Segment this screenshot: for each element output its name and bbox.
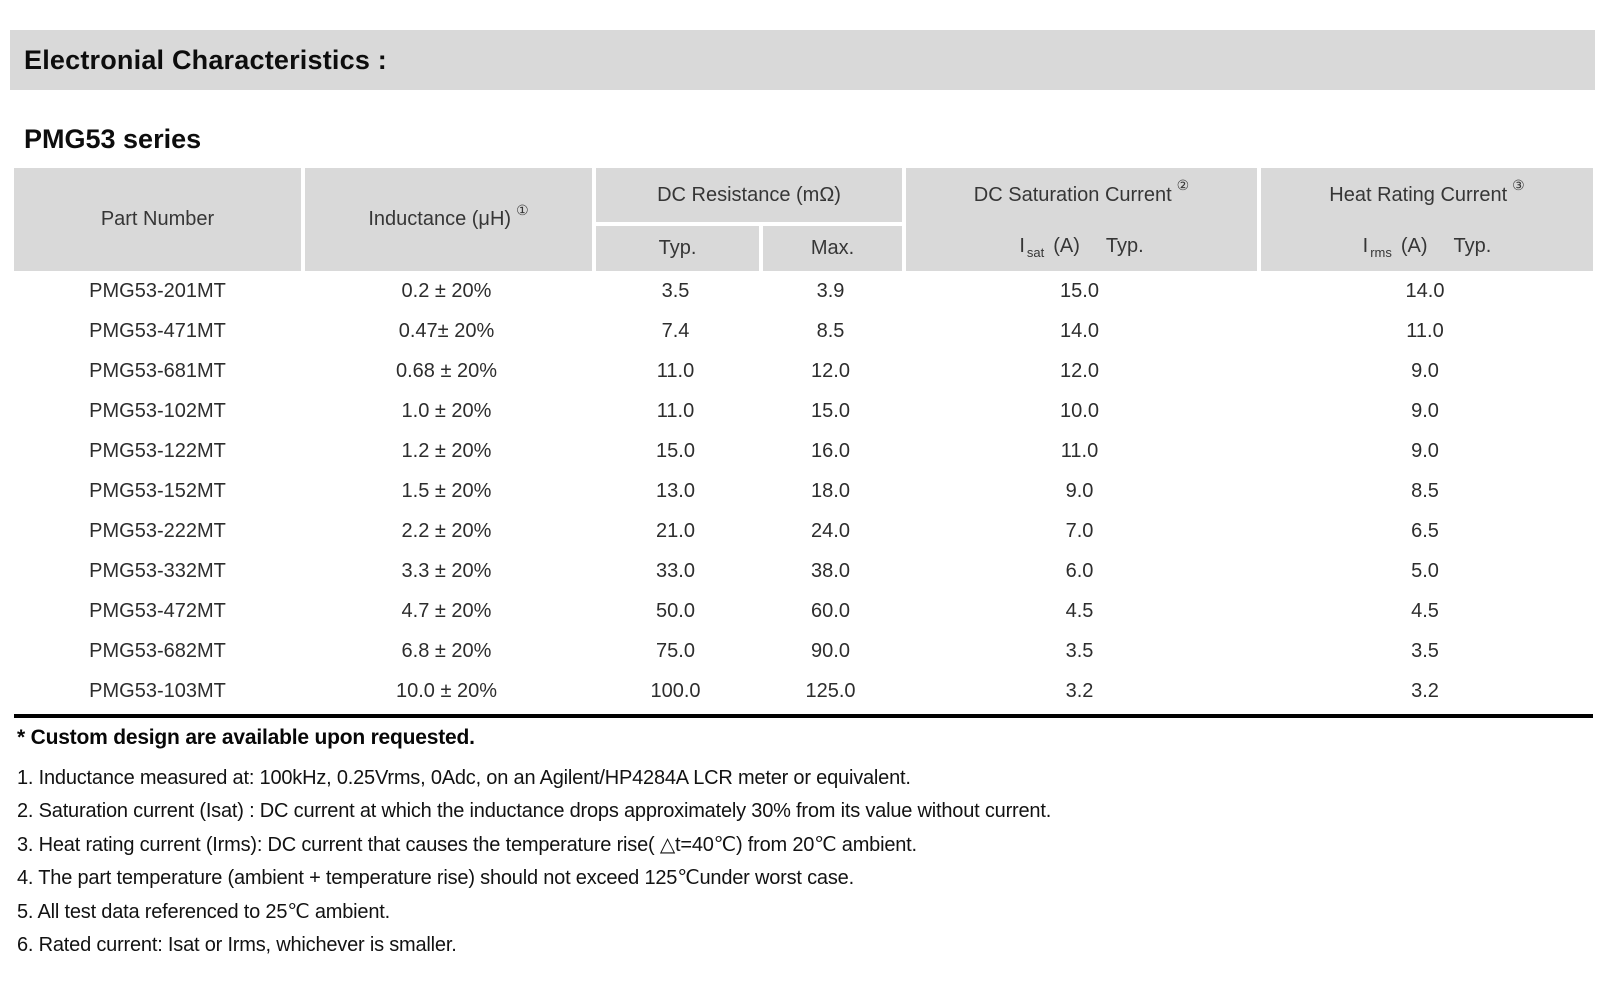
cell-dcr-max: 90.0	[759, 631, 902, 671]
cell-part: PMG53-681MT	[14, 351, 301, 391]
cell-dcr-max: 15.0	[759, 391, 902, 431]
cell-inductance: 2.2 ± 20%	[301, 511, 592, 551]
table-body	[14, 271, 1593, 711]
cell-dcr-typ: 21.0	[592, 511, 759, 551]
inductance-label: Inductance (μH)	[368, 208, 512, 230]
cell-isat: 15.0	[902, 271, 1257, 311]
characteristics-table-wrap	[14, 168, 1593, 718]
cell-part: PMG53-102MT	[14, 391, 301, 431]
cell-dcr-max: 12.0	[759, 351, 902, 391]
cell-inductance: 1.5 ± 20%	[301, 471, 592, 511]
col-header-heat-rating-current	[1257, 168, 1593, 271]
cell-dcr-typ: 75.0	[592, 631, 759, 671]
cell-part: PMG53-682MT	[14, 631, 301, 671]
cell-isat: 4.5	[902, 591, 1257, 631]
cell-isat: 11.0	[902, 431, 1257, 471]
table-row	[14, 671, 1593, 711]
cell-inductance: 1.2 ± 20%	[301, 431, 592, 471]
cell-inductance: 0.2 ± 20%	[301, 271, 592, 311]
footnote-ref-2: ②	[1176, 176, 1190, 193]
cell-inductance: 3.3 ± 20%	[301, 551, 592, 591]
table-row	[14, 631, 1593, 671]
col-header-dcr-typ	[592, 222, 759, 271]
isat-subscript: sat	[1026, 245, 1045, 260]
table-row	[14, 311, 1593, 351]
cell-irms: 8.5	[1257, 471, 1593, 511]
cell-part: PMG53-472MT	[14, 591, 301, 631]
cell-isat: 9.0	[902, 471, 1257, 511]
note-item: 5. All test data referenced to 25℃ ambient.	[17, 900, 390, 923]
cell-dcr-typ: 100.0	[592, 671, 759, 711]
notes-section	[17, 726, 1577, 962]
cell-isat: 14.0	[902, 311, 1257, 351]
table-row	[14, 591, 1593, 631]
table-row	[14, 551, 1593, 591]
cell-dcr-typ: 11.0	[592, 391, 759, 431]
table-row	[14, 431, 1593, 471]
irms-subscript: rms	[1370, 245, 1392, 260]
cell-part: PMG53-222MT	[14, 511, 301, 551]
cell-inductance: 6.8 ± 20%	[301, 631, 592, 671]
cell-irms: 9.0	[1257, 431, 1593, 471]
table-bottom-rule	[14, 714, 1593, 718]
irms-symbol: I	[1362, 235, 1369, 257]
cell-irms: 9.0	[1257, 351, 1593, 391]
col-header-inductance	[301, 168, 592, 271]
cell-dcr-max: 8.5	[759, 311, 902, 351]
cell-part: PMG53-103MT	[14, 671, 301, 711]
section-header-bar	[10, 30, 1595, 90]
irms-unit: (A)	[1400, 235, 1428, 257]
cell-isat: 10.0	[902, 391, 1257, 431]
cell-dcr-typ: 15.0	[592, 431, 759, 471]
cell-dcr-max: 38.0	[759, 551, 902, 591]
notes-list	[17, 762, 1577, 962]
cell-irms: 3.5	[1257, 631, 1593, 671]
part-number-label: Part Number	[100, 208, 215, 230]
cell-irms: 11.0	[1257, 311, 1593, 351]
cell-irms: 6.5	[1257, 511, 1593, 551]
cell-part: PMG53-471MT	[14, 311, 301, 351]
col-header-dcr-max	[759, 222, 902, 271]
cell-dcr-typ: 33.0	[592, 551, 759, 591]
cell-dcr-typ: 3.5	[592, 271, 759, 311]
cell-part: PMG53-152MT	[14, 471, 301, 511]
cell-irms: 9.0	[1257, 391, 1593, 431]
dcr-typ-label: Typ.	[658, 237, 697, 259]
section-title: Electronial Characteristics :	[24, 44, 387, 75]
cell-dcr-max: 60.0	[759, 591, 902, 631]
col-header-part-number	[14, 168, 301, 271]
note-item: 1. Inductance measured at: 100kHz, 0.25Vrms, 0Adc, on an Agilent/HP4284A LCR meter or equivalent.	[17, 767, 911, 789]
series-title: PMG53 series	[24, 124, 202, 154]
cell-dcr-max: 18.0	[759, 471, 902, 511]
table-row	[14, 351, 1593, 391]
table-header	[14, 168, 1593, 271]
table-row	[14, 271, 1593, 311]
note-item: 3. Heat rating current (Irms): DC current that causes the temperature rise( △t=40℃) from 20℃ ambient.	[17, 833, 917, 856]
isat-symbol: I	[1019, 235, 1025, 257]
cell-dcr-max: 125.0	[759, 671, 902, 711]
cell-isat: 7.0	[902, 511, 1257, 551]
cell-isat: 6.0	[902, 551, 1257, 591]
cell-dcr-typ: 13.0	[592, 471, 759, 511]
cell-dcr-typ: 7.4	[592, 311, 759, 351]
cell-irms: 4.5	[1257, 591, 1593, 631]
dcr-max-label: Max.	[810, 237, 855, 259]
irms-typ-label: Typ.	[1453, 235, 1492, 257]
isat-unit: (A)	[1053, 235, 1080, 257]
cell-isat: 12.0	[902, 351, 1257, 391]
table-row	[14, 471, 1593, 511]
cell-dcr-max: 16.0	[759, 431, 902, 471]
custom-design-note: * Custom design are available upon requested.	[17, 726, 475, 749]
cell-inductance: 0.68 ± 20%	[301, 351, 592, 391]
table-row	[14, 391, 1593, 431]
characteristics-table	[14, 168, 1593, 711]
dc-resistance-label: DC Resistance (mΩ)	[657, 183, 841, 206]
cell-dcr-typ: 50.0	[592, 591, 759, 631]
footnote-ref-3: ③	[1512, 176, 1525, 193]
col-header-dc-resistance	[592, 168, 902, 222]
cell-dcr-typ: 11.0	[592, 351, 759, 391]
cell-irms: 3.2	[1257, 671, 1593, 711]
note-item: 4. The part temperature (ambient + temperature rise) should not exceed 125℃under worst case.	[17, 867, 854, 890]
cell-dcr-max: 24.0	[759, 511, 902, 551]
cell-irms: 5.0	[1257, 551, 1593, 591]
cell-irms: 14.0	[1257, 271, 1593, 311]
cell-part: PMG53-201MT	[14, 271, 301, 311]
col-header-saturation-current	[902, 168, 1257, 271]
cell-inductance: 10.0 ± 20%	[301, 671, 592, 711]
footnote-ref-1: ①	[516, 202, 529, 218]
cell-part: PMG53-332MT	[14, 551, 301, 591]
cell-dcr-max: 3.9	[759, 271, 902, 311]
table-row	[14, 511, 1593, 551]
cell-inductance: 4.7 ± 20%	[301, 591, 592, 631]
saturation-label: DC Saturation Current	[973, 183, 1172, 206]
cell-inductance: 1.0 ± 20%	[301, 391, 592, 431]
isat-typ-label: Typ.	[1105, 235, 1144, 257]
cell-isat: 3.2	[902, 671, 1257, 711]
cell-inductance: 0.47± 20%	[301, 311, 592, 351]
heat-rating-label: Heat Rating Current	[1329, 183, 1508, 206]
cell-part: PMG53-122MT	[14, 431, 301, 471]
cell-isat: 3.5	[902, 631, 1257, 671]
note-item: 6. Rated current: Isat or Irms, whichever is smaller.	[17, 934, 457, 957]
note-item: 2. Saturation current (Isat) : DC current at which the inductance drops approximately 30% from its value without current.	[17, 800, 1052, 823]
